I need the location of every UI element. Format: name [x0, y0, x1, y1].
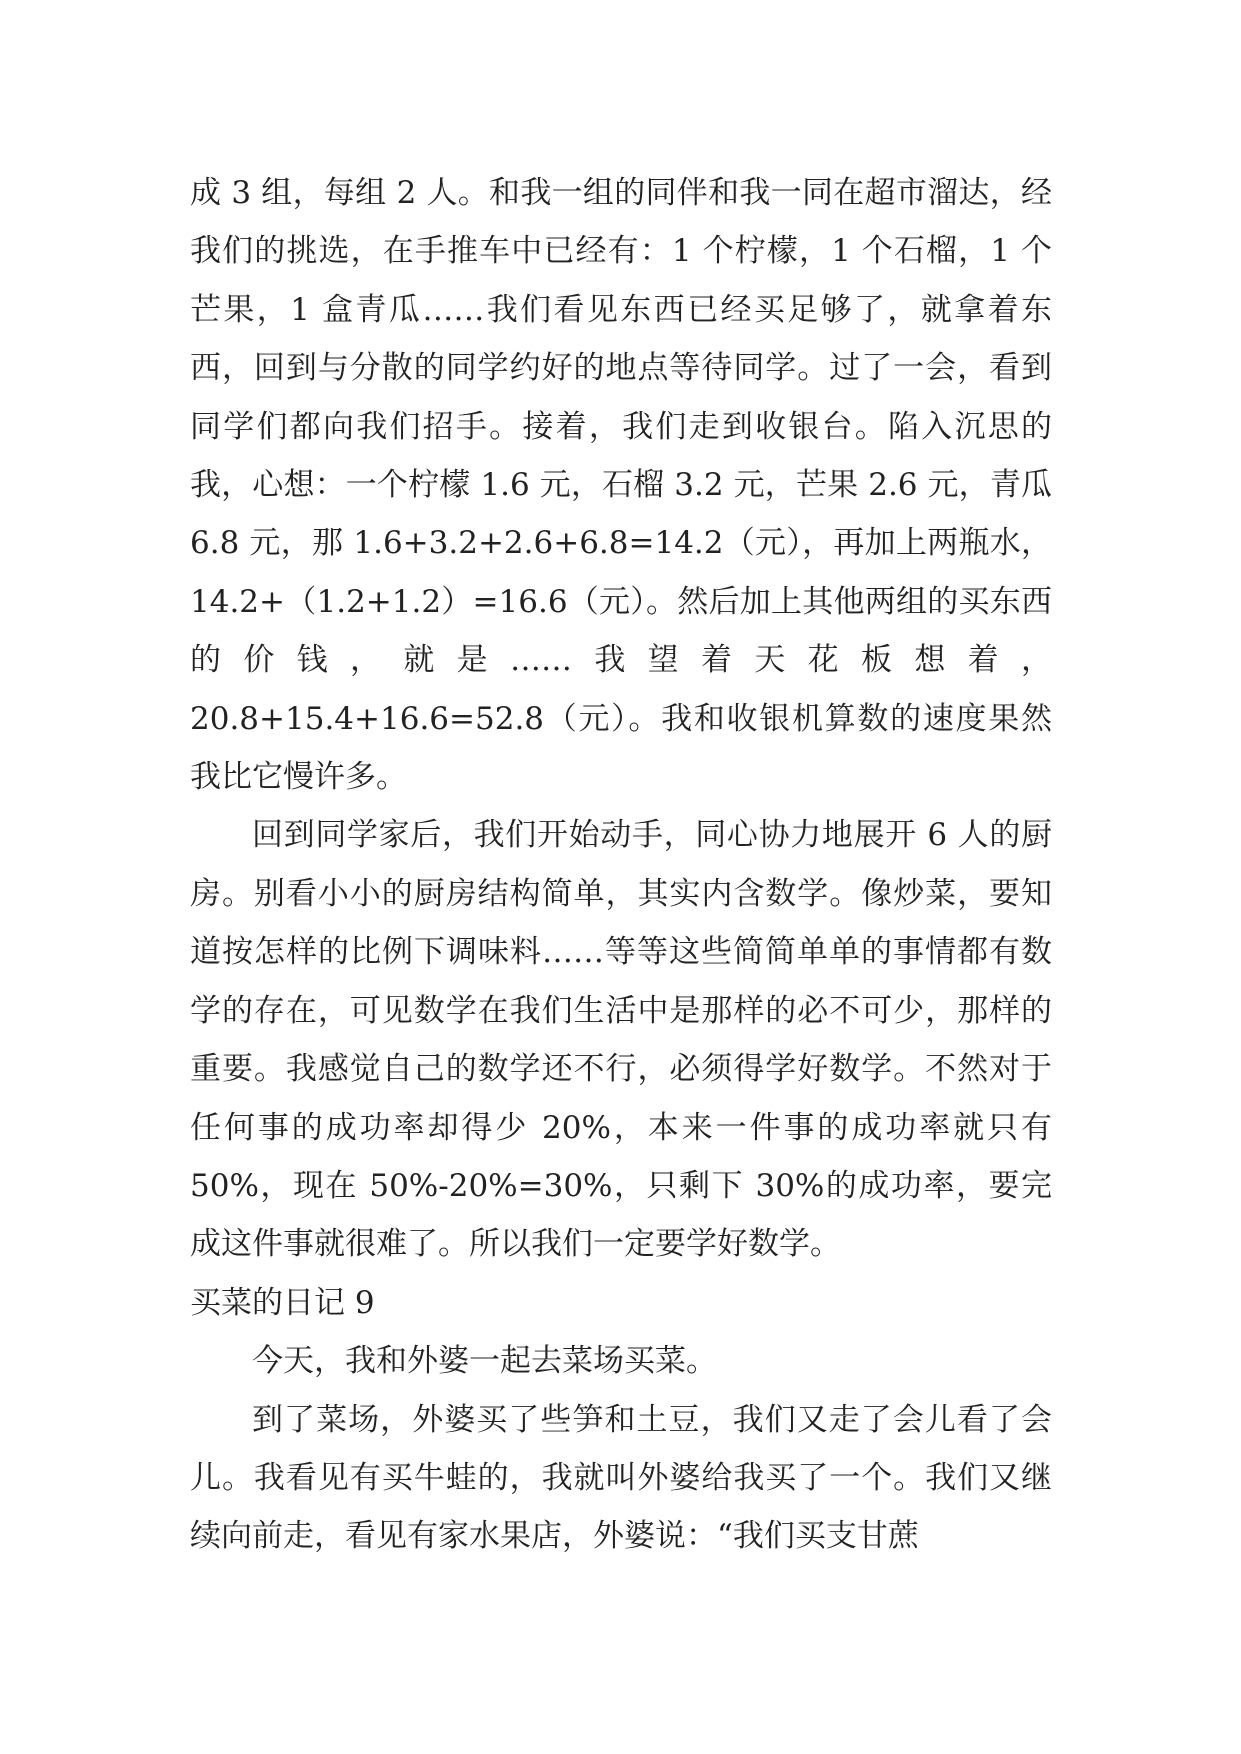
paragraph-market: 到了菜场，外婆买了些笋和土豆，我们又走了会儿看了会儿。我看见有买牛蛙的，我就叫外婆给我买了一个。我们又继续向前走，看见有家水果店，外婆说：“我们买支甘蔗 [190, 1401, 1052, 1555]
article-body [190, 164, 1052, 1566]
section-heading: 买菜的日记 9 [190, 1284, 375, 1321]
paragraph-supermarket: 成 3 组，每组 2 人。和我一组的同伴和我一同在超市溜达，经我们的挑选，在手推车中已经有：1 个柠檬，1 个石榴，1 个芒果，1 盒青瓜……我们看见东西已经买足够了，就拿着东西，回到与分散的同学约好的地点等待同学。过了一会，看到同学们都向我们招手。接着，我们走到收银台。陷入沉思的我，心想：一个柠檬 1.6 元，石榴 3.2 元，芒果 2.6 元，青瓜 6.8 元，那 1.6+3.2+2.6+6.8=14.2（元），再加上两瓶水，14.2+（1.2+1.2）=16.6（元）。然后加上其他两组的买东西的价钱，就是……我望着天花板想着，20.8+15.4+16.6=52.8（元）。我和收银机算数的速度果然我比它慢许多。 [190, 175, 1052, 796]
paragraph-today: 今天，我和外婆一起去菜场买菜。 [252, 1343, 717, 1380]
paragraph-kitchen: 回到同学家后，我们开始动手，同心协力地展开 6 人的厨房。别看小小的厨房结构简单，其实内含数学。像炒菜，要知道按怎样的比例下调味料……等等这些简简单单的事情都有数学的存在，可见数学在我们生活中是那样的必不可少，那样的重要。我感觉自己的数学还不行，必须得学好数学。不然对于任何事的成功率却得少 20%，本来一件事的成功率就只有 50%，现在 50%-20%=30%，只剩下 30%的成功率，要完成这件事就很难了。所以我们一定要学好数学。 [190, 817, 1052, 1263]
